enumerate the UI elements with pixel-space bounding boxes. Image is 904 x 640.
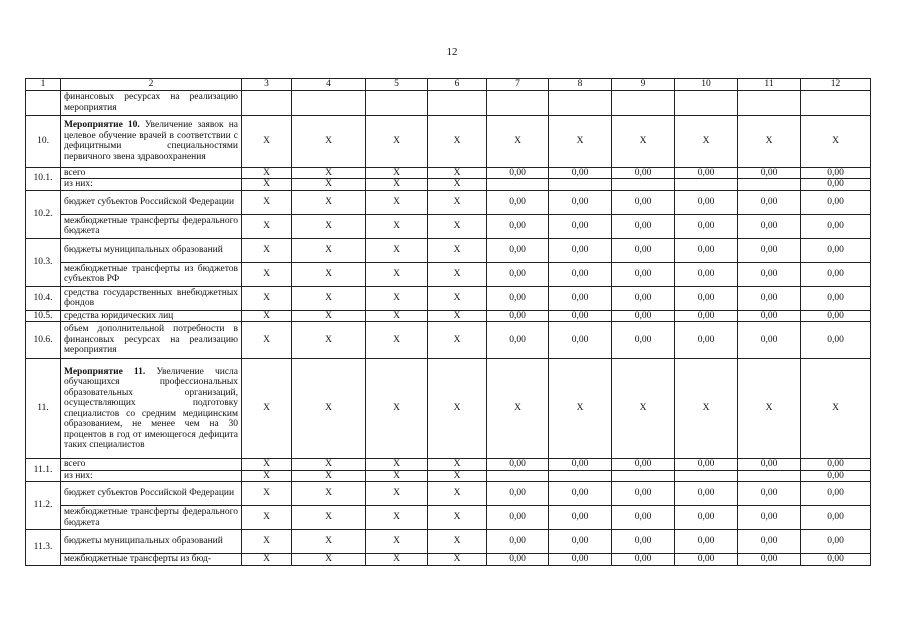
value-cell: 0,00 xyxy=(487,459,549,471)
value-cell: 0,00 xyxy=(549,530,612,554)
value-cell: X xyxy=(366,459,428,471)
value-cell: X xyxy=(366,359,428,459)
value-cell: 0,00 xyxy=(801,530,871,554)
value-cell: X xyxy=(612,115,675,167)
value-cell: X xyxy=(292,238,366,262)
value-cell xyxy=(738,470,801,482)
value-cell: 0,00 xyxy=(675,262,738,286)
value-cell: 0,00 xyxy=(549,554,612,566)
column-header: 7 xyxy=(487,79,549,91)
value-cell: 0,00 xyxy=(801,482,871,506)
value-cell: 0,00 xyxy=(487,190,549,214)
value-cell: X xyxy=(428,530,487,554)
value-cell: 0,00 xyxy=(487,482,549,506)
value-cell: X xyxy=(366,190,428,214)
value-cell: 0,00 xyxy=(801,262,871,286)
value-cell: X xyxy=(366,310,428,322)
value-cell: 0,00 xyxy=(801,459,871,471)
table-row xyxy=(26,190,871,214)
value-cell: 0,00 xyxy=(549,190,612,214)
value-cell: X xyxy=(366,322,428,359)
value-cell: X xyxy=(242,310,292,322)
row-description: Мероприятие 10. Увеличение заявок на целевое обучение врачей в соответствии с дефицитными специальностями первичного звена здравоохранения xyxy=(61,115,242,167)
value-cell: X xyxy=(487,115,549,167)
value-cell: 0,00 xyxy=(549,482,612,506)
value-cell xyxy=(675,90,738,115)
row-description: Мероприятие 11. Увеличение числа обучающихся профессиональных образовательных организаций, осуществляющих подготовку специалистов со средним медицинским образованием, не менее чем на 30 процентов в год от имеющегося дефицита таких специалистов xyxy=(61,359,242,459)
value-cell: 0,00 xyxy=(801,506,871,530)
value-cell: X xyxy=(612,359,675,459)
value-cell: 0,00 xyxy=(675,506,738,530)
value-cell: 0,00 xyxy=(487,322,549,359)
value-cell: X xyxy=(242,262,292,286)
value-cell: X xyxy=(292,167,366,179)
value-cell: X xyxy=(292,322,366,359)
value-cell: X xyxy=(366,214,428,238)
value-cell: X xyxy=(292,482,366,506)
value-cell: 0,00 xyxy=(801,286,871,310)
table-row xyxy=(26,482,871,506)
value-cell: X xyxy=(428,359,487,459)
value-cell: 0,00 xyxy=(612,214,675,238)
value-cell xyxy=(738,179,801,191)
value-cell xyxy=(612,470,675,482)
row-number: 10. xyxy=(26,115,61,167)
value-cell: 0,00 xyxy=(487,506,549,530)
value-cell: X xyxy=(242,190,292,214)
value-cell: 0,00 xyxy=(738,506,801,530)
column-header: 10 xyxy=(675,79,738,91)
row-number: 11.1. xyxy=(26,459,61,482)
value-cell: X xyxy=(292,310,366,322)
value-cell: 0,00 xyxy=(612,310,675,322)
row-description: межбюджетные трансферты из бюджетов субъектов РФ xyxy=(61,262,242,286)
value-cell: X xyxy=(549,359,612,459)
measure-title: Мероприятие 10. xyxy=(64,120,140,130)
value-cell: 0,00 xyxy=(801,554,871,566)
value-cell: X xyxy=(292,530,366,554)
value-cell: X xyxy=(428,238,487,262)
row-description: финансовых ресурсах на реализацию мероприятия xyxy=(61,90,242,115)
row-description: бюджет субъектов Российской Федерации xyxy=(61,190,242,214)
value-cell: 0,00 xyxy=(487,238,549,262)
value-cell: 0,00 xyxy=(675,530,738,554)
value-cell: 0,00 xyxy=(801,310,871,322)
table-row xyxy=(26,286,871,310)
value-cell: X xyxy=(292,286,366,310)
value-cell: 0,00 xyxy=(612,322,675,359)
value-cell: X xyxy=(428,115,487,167)
table-row xyxy=(26,506,871,530)
value-cell xyxy=(612,90,675,115)
table-row xyxy=(26,214,871,238)
column-header: 12 xyxy=(801,79,871,91)
value-cell: X xyxy=(292,262,366,286)
value-cell xyxy=(428,90,487,115)
value-cell: X xyxy=(428,286,487,310)
value-cell: X xyxy=(292,179,366,191)
value-cell: X xyxy=(366,262,428,286)
value-cell: X xyxy=(428,554,487,566)
value-cell: X xyxy=(366,286,428,310)
value-cell: 0,00 xyxy=(738,262,801,286)
value-cell: 0,00 xyxy=(612,190,675,214)
value-cell: X xyxy=(242,322,292,359)
value-cell: X xyxy=(801,115,871,167)
value-cell: 0,00 xyxy=(549,167,612,179)
table-row xyxy=(26,90,871,115)
value-cell: 0,00 xyxy=(612,482,675,506)
value-cell: X xyxy=(242,506,292,530)
value-cell: X xyxy=(242,482,292,506)
value-cell: X xyxy=(242,530,292,554)
value-cell: X xyxy=(675,359,738,459)
value-cell: X xyxy=(428,262,487,286)
table-row xyxy=(26,470,871,482)
value-cell: X xyxy=(487,359,549,459)
value-cell: X xyxy=(292,115,366,167)
row-number: 11.3. xyxy=(26,530,61,566)
value-cell: 0,00 xyxy=(549,238,612,262)
value-cell: X xyxy=(242,470,292,482)
value-cell: 0,00 xyxy=(675,167,738,179)
value-cell: 0,00 xyxy=(487,167,549,179)
column-header: 5 xyxy=(366,79,428,91)
value-cell: X xyxy=(366,238,428,262)
value-cell xyxy=(487,470,549,482)
value-cell: X xyxy=(549,115,612,167)
row-number: 10.6. xyxy=(26,322,61,359)
value-cell xyxy=(487,179,549,191)
value-cell: X xyxy=(428,214,487,238)
value-cell xyxy=(366,90,428,115)
value-cell: 0,00 xyxy=(738,322,801,359)
value-cell: X xyxy=(366,530,428,554)
value-cell: 0,00 xyxy=(612,554,675,566)
value-cell xyxy=(801,90,871,115)
table-row xyxy=(26,359,871,459)
value-cell: 0,00 xyxy=(487,286,549,310)
budget-table xyxy=(25,78,871,566)
value-cell: 0,00 xyxy=(612,238,675,262)
value-cell: 0,00 xyxy=(801,322,871,359)
value-cell: X xyxy=(292,359,366,459)
column-header: 2 xyxy=(61,79,242,91)
value-cell: X xyxy=(292,214,366,238)
value-cell: 0,00 xyxy=(549,214,612,238)
value-cell: 0,00 xyxy=(487,262,549,286)
value-cell: 0,00 xyxy=(612,506,675,530)
value-cell: 0,00 xyxy=(675,238,738,262)
value-cell: 0,00 xyxy=(801,167,871,179)
measure-title: Мероприятие 11. xyxy=(64,366,146,377)
value-cell: 0,00 xyxy=(675,482,738,506)
row-description: межбюджетные трансферты из бюд- xyxy=(61,554,242,566)
table-row xyxy=(26,322,871,359)
value-cell: X xyxy=(242,167,292,179)
row-number: 10.2. xyxy=(26,190,61,238)
value-cell: 0,00 xyxy=(738,190,801,214)
value-cell: 0,00 xyxy=(487,530,549,554)
value-cell: 0,00 xyxy=(738,459,801,471)
value-cell: X xyxy=(428,506,487,530)
row-description: бюджеты муниципальных образований xyxy=(61,530,242,554)
value-cell: X xyxy=(292,470,366,482)
value-cell: 0,00 xyxy=(675,310,738,322)
value-cell: X xyxy=(675,115,738,167)
table-row xyxy=(26,115,871,167)
row-description: всего xyxy=(61,167,242,179)
value-cell xyxy=(549,90,612,115)
value-cell: 0,00 xyxy=(675,214,738,238)
value-cell: X xyxy=(366,470,428,482)
row-number: 10.1. xyxy=(26,167,61,190)
value-cell: X xyxy=(428,167,487,179)
value-cell: 0,00 xyxy=(738,167,801,179)
column-header: 3 xyxy=(242,79,292,91)
value-cell: X xyxy=(366,554,428,566)
value-cell: 0,00 xyxy=(612,459,675,471)
value-cell: 0,00 xyxy=(738,238,801,262)
column-header: 8 xyxy=(549,79,612,91)
row-number: 10.5. xyxy=(26,310,61,322)
value-cell: 0,00 xyxy=(549,459,612,471)
header-row xyxy=(26,79,871,91)
value-cell: X xyxy=(242,214,292,238)
value-cell: X xyxy=(366,179,428,191)
value-cell: 0,00 xyxy=(612,286,675,310)
value-cell: X xyxy=(801,359,871,459)
value-cell: 0,00 xyxy=(801,179,871,191)
value-cell: X xyxy=(428,179,487,191)
value-cell: X xyxy=(242,359,292,459)
value-cell: X xyxy=(428,190,487,214)
value-cell: X xyxy=(366,167,428,179)
value-cell: X xyxy=(292,459,366,471)
value-cell: X xyxy=(292,190,366,214)
value-cell xyxy=(487,90,549,115)
row-description: средства государственных внебюджетных фондов xyxy=(61,286,242,310)
value-cell xyxy=(242,90,292,115)
value-cell: 0,00 xyxy=(549,310,612,322)
value-cell: X xyxy=(428,470,487,482)
value-cell: 0,00 xyxy=(487,554,549,566)
value-cell: 0,00 xyxy=(738,286,801,310)
row-description: из них: xyxy=(61,470,242,482)
value-cell: X xyxy=(242,286,292,310)
value-cell xyxy=(612,179,675,191)
value-cell: 0,00 xyxy=(801,238,871,262)
value-cell: X xyxy=(366,115,428,167)
row-description: бюджеты муниципальных образований xyxy=(61,238,242,262)
value-cell: X xyxy=(428,482,487,506)
row-description: бюджет субъектов Российской Федерации xyxy=(61,482,242,506)
value-cell: 0,00 xyxy=(738,482,801,506)
table-row xyxy=(26,262,871,286)
value-cell xyxy=(549,179,612,191)
value-cell: 0,00 xyxy=(612,167,675,179)
value-cell: X xyxy=(242,115,292,167)
row-description: средства юридических лиц xyxy=(61,310,242,322)
value-cell: 0,00 xyxy=(612,530,675,554)
value-cell: 0,00 xyxy=(549,322,612,359)
value-cell: X xyxy=(292,554,366,566)
value-cell xyxy=(675,470,738,482)
page-number: 12 xyxy=(446,46,458,58)
value-cell: 0,00 xyxy=(675,286,738,310)
column-header: 6 xyxy=(428,79,487,91)
value-cell xyxy=(549,470,612,482)
value-cell: 0,00 xyxy=(487,214,549,238)
column-header: 4 xyxy=(292,79,366,91)
value-cell: 0,00 xyxy=(675,554,738,566)
row-number: 11.2. xyxy=(26,482,61,530)
value-cell: X xyxy=(242,554,292,566)
value-cell: X xyxy=(242,459,292,471)
value-cell: X xyxy=(428,459,487,471)
value-cell: 0,00 xyxy=(675,322,738,359)
value-cell: X xyxy=(738,359,801,459)
value-cell xyxy=(292,90,366,115)
row-description: из них: xyxy=(61,179,242,191)
value-cell: 0,00 xyxy=(487,310,549,322)
column-header: 9 xyxy=(612,79,675,91)
row-description: всего xyxy=(61,459,242,471)
table-row xyxy=(26,167,871,179)
value-cell: 0,00 xyxy=(738,554,801,566)
value-cell: X xyxy=(242,179,292,191)
value-cell: X xyxy=(428,322,487,359)
value-cell xyxy=(675,179,738,191)
table-row xyxy=(26,310,871,322)
value-cell: 0,00 xyxy=(675,190,738,214)
value-cell: X xyxy=(428,310,487,322)
value-cell: X xyxy=(292,506,366,530)
value-cell: 0,00 xyxy=(675,459,738,471)
value-cell: 0,00 xyxy=(549,506,612,530)
value-cell: X xyxy=(242,238,292,262)
row-number xyxy=(26,90,61,115)
value-cell: 0,00 xyxy=(549,262,612,286)
value-cell: 0,00 xyxy=(801,470,871,482)
table-row xyxy=(26,459,871,471)
value-cell: 0,00 xyxy=(801,214,871,238)
value-cell: 0,00 xyxy=(738,310,801,322)
row-number: 11. xyxy=(26,359,61,459)
value-cell: X xyxy=(366,482,428,506)
row-number: 10.4. xyxy=(26,286,61,310)
row-description: межбюджетные трансферты федерального бюджета xyxy=(61,506,242,530)
row-number: 10.3. xyxy=(26,238,61,286)
value-cell: 0,00 xyxy=(738,530,801,554)
value-cell: X xyxy=(738,115,801,167)
table-row xyxy=(26,554,871,566)
row-description: объем дополнительной потребности в финансовых ресурсах на реализацию мероприятия xyxy=(61,322,242,359)
value-cell: 0,00 xyxy=(549,286,612,310)
table-row xyxy=(26,179,871,191)
value-cell: 0,00 xyxy=(801,190,871,214)
row-description: межбюджетные трансферты федерального бюджета xyxy=(61,214,242,238)
column-header: 1 xyxy=(26,79,61,91)
table-row xyxy=(26,238,871,262)
value-cell: 0,00 xyxy=(738,214,801,238)
value-cell xyxy=(738,90,801,115)
value-cell: X xyxy=(366,506,428,530)
column-header: 11 xyxy=(738,79,801,91)
table-row xyxy=(26,530,871,554)
value-cell: 0,00 xyxy=(612,262,675,286)
